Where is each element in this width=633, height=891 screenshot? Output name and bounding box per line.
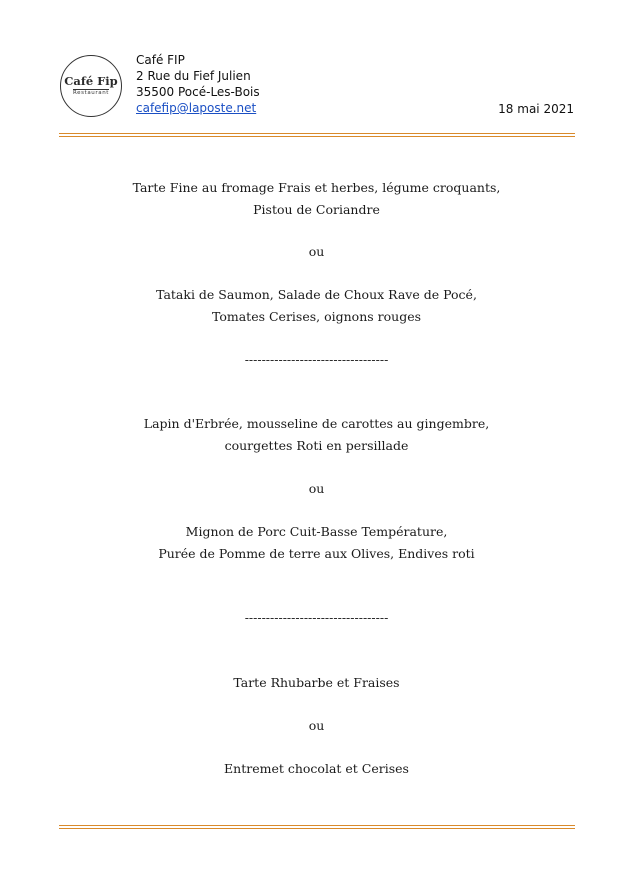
email-link[interactable]: cafefip@laposte.net xyxy=(136,101,257,115)
starter-1-line-2: Pistou de Coriandre xyxy=(253,202,380,217)
or-separator-3: ou xyxy=(308,718,325,733)
footer-divider xyxy=(59,825,575,829)
course-separator-2: ---------------------------------- xyxy=(244,610,389,625)
logo-name: Café Fip xyxy=(64,73,118,88)
dessert-2: Entremet chocolat et Cerises xyxy=(224,761,409,776)
logo-tagline: Restaurant xyxy=(72,90,110,96)
course-separator-1: ---------------------------------- xyxy=(244,352,389,367)
or-separator-2: ou xyxy=(308,481,325,496)
street-address: 2 Rue du Fief Julien xyxy=(136,69,251,83)
starter-2-line-1: Tataki de Saumon, Salade de Choux Rave de Pocé, xyxy=(156,287,477,302)
main-1-line-2: courgettes Roti en persillade xyxy=(224,438,409,453)
main-2-line-2: Purée de Pomme de terre aux Olives, Endives roti xyxy=(158,546,475,561)
document-date: 18 mai 2021 xyxy=(498,102,574,116)
starter-2-line-2: Tomates Cerises, oignons rouges xyxy=(211,309,422,324)
or-separator-1: ou xyxy=(308,244,325,259)
main-2-line-1: Mignon de Porc Cuit-Basse Température, xyxy=(185,524,448,539)
address-block xyxy=(136,52,260,116)
restaurant-logo xyxy=(60,55,122,117)
main-1-line-1: Lapin d'Erbrée, mousseline de carottes au gingembre, xyxy=(143,416,490,431)
header-divider xyxy=(59,133,575,137)
city-address: 35500 Pocé-Les-Bois xyxy=(136,85,260,99)
restaurant-name: Café FIP xyxy=(136,53,185,67)
dessert-1: Tarte Rhubarbe et Fraises xyxy=(233,675,400,690)
starter-1-line-1: Tarte Fine au fromage Frais et herbes, légume croquants, xyxy=(132,180,501,195)
